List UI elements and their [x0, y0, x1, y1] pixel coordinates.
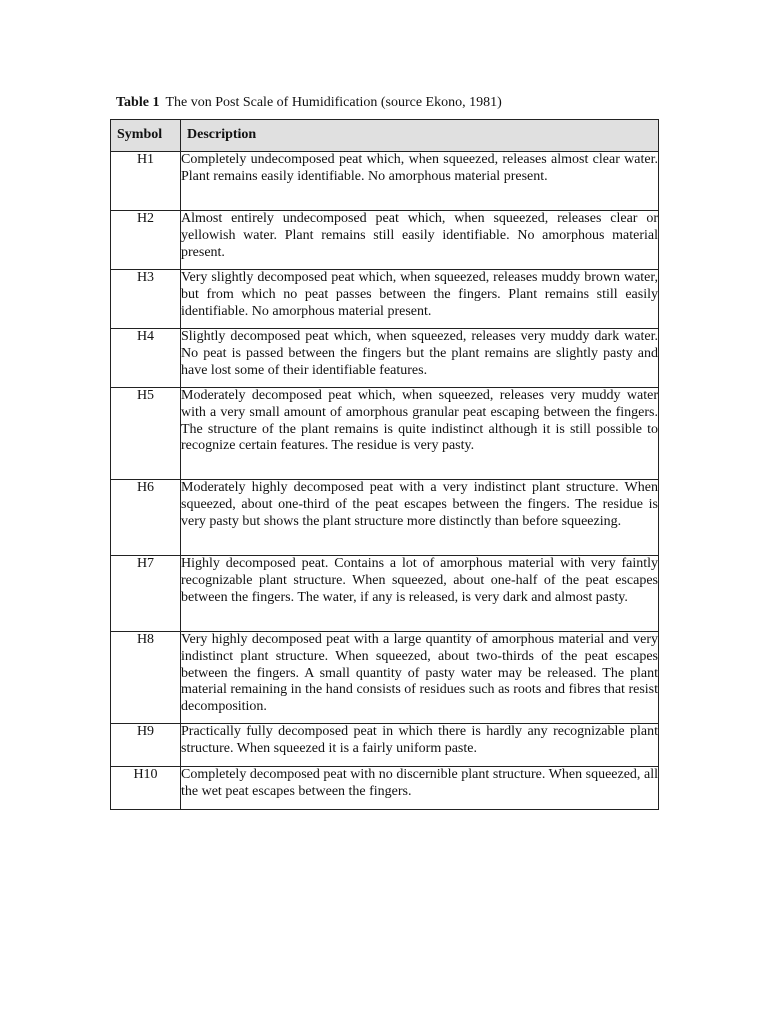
table-caption-text: The von Post Scale of Humidification (source Ekono, 1981) [165, 95, 502, 110]
table-row [111, 329, 659, 388]
symbol-cell: H8 [111, 632, 181, 724]
symbol-cell: H3 [111, 270, 181, 329]
symbol-cell: H6 [111, 480, 181, 556]
table-row [111, 211, 659, 270]
description-column-header: Description [181, 120, 659, 152]
symbol-cell: H2 [111, 211, 181, 270]
description-cell: Completely undecomposed peat which, when squeezed, releases almost clear water. Plant remains easily identifiable. No amorphous material present. [181, 152, 659, 211]
table-caption-label: Table 1 [116, 95, 160, 110]
table-row [111, 388, 659, 480]
symbol-cell: H10 [111, 767, 181, 810]
symbol-column-header: Symbol [111, 120, 181, 152]
table-row [111, 767, 659, 810]
table-row [111, 152, 659, 211]
table-row [111, 270, 659, 329]
description-cell: Highly decomposed peat. Contains a lot of amorphous material with very faintly recognizable plant structure. When squeezed, about one-half of the peat escapes between the fingers. The water, if any is released, is very dark and almost pasty. [181, 556, 659, 632]
description-cell: Almost entirely undecomposed peat which, when squeezed, releases clear or yellowish water. Plant remains still easily identifiable. No amorphous material present. [181, 211, 659, 270]
table-row [111, 480, 659, 556]
description-cell: Practically fully decomposed peat in which there is hardly any recognizable plant structure. When squeezed it is a fairly uniform paste. [181, 724, 659, 767]
symbol-cell: H5 [111, 388, 181, 480]
description-cell: Completely decomposed peat with no discernible plant structure. When squeezed, all the wet peat escapes between the fingers. [181, 767, 659, 810]
table-row [111, 556, 659, 632]
description-cell: Slightly decomposed peat which, when squeezed, releases very muddy dark water. No peat is passed between the fingers but the plant remains are slightly pasty and have lost some of their identifiable features. [181, 329, 659, 388]
table-caption [116, 94, 502, 112]
description-cell: Very slightly decomposed peat which, when squeezed, releases muddy brown water, but from which no peat passes between the fingers. Plant remains still easily identifiable. No amorphous material present. [181, 270, 659, 329]
table-header-row [111, 120, 659, 152]
table-row [111, 724, 659, 767]
table-row [111, 632, 659, 724]
symbol-cell: H9 [111, 724, 181, 767]
description-cell: Moderately highly decomposed peat with a very indistinct plant structure. When squeezed, about one-third of the peat escapes between the fingers. The residue is very pasty but shows the plant structure more distinctly than before squeezing. [181, 480, 659, 556]
description-cell: Moderately decomposed peat which, when squeezed, releases very muddy water with a very small amount of amorphous granular peat escaping between the fingers. The structure of the plant remains is quite indistinct although it is still possible to recognize certain features. The residue is very pasty. [181, 388, 659, 480]
symbol-cell: H1 [111, 152, 181, 211]
symbol-cell: H7 [111, 556, 181, 632]
description-cell: Very highly decomposed peat with a large quantity of amorphous material and very indistinct plant structure. When squeezed, about two-thirds of the peat escapes between the fingers. A small quantity of pasty water may be released. The plant material remaining in the hand consists of residues such as roots and fibres that resist decomposition. [181, 632, 659, 724]
symbol-cell: H4 [111, 329, 181, 388]
von-post-table [110, 119, 659, 810]
